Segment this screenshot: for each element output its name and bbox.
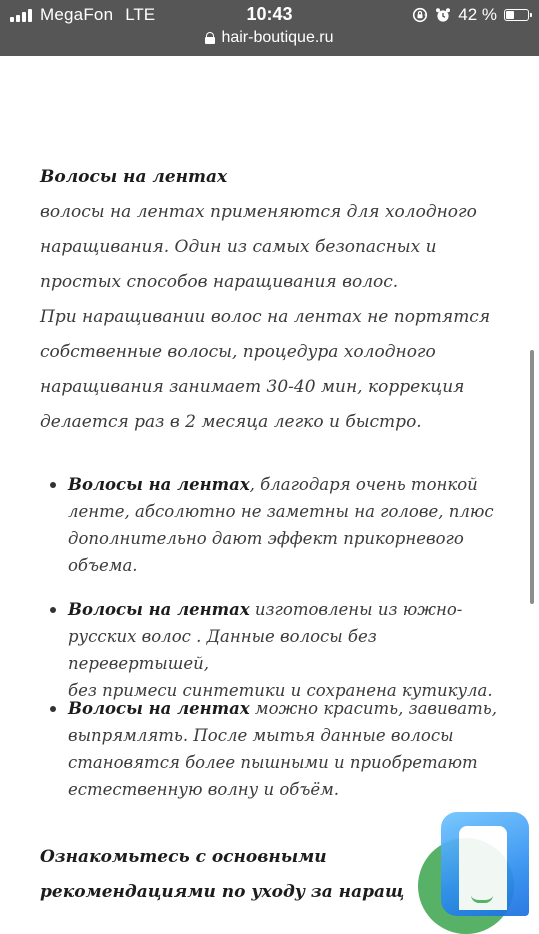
intro-line: простых способов наращивания волос. <box>40 272 399 292</box>
list-item-text: объема. <box>68 556 138 575</box>
heading-line: рекомендациями по уходу за наращ <box>40 882 405 902</box>
list-item-text: , благодаря очень тонкой <box>249 475 478 494</box>
article-title: Волосы на лентах <box>40 167 228 187</box>
intro-line: собственные волосы, процедура холодного <box>40 342 436 362</box>
list-item <box>68 695 508 803</box>
list-item-text: ленте, абсолютно не заметны на голове, плюс <box>68 502 494 521</box>
intro-paragraph <box>40 195 520 440</box>
list-item-bold: Волосы на лентах <box>68 475 250 494</box>
list-item-text: изготовлены из южно- <box>249 600 463 619</box>
list-item-text: дополнительно дают эффект прикорневого <box>68 529 464 548</box>
status-right <box>412 5 529 25</box>
heading-line: Ознакомьтесь с основными <box>40 847 327 867</box>
list-item-text: становятся более пышными и приобретают <box>68 753 478 772</box>
lock-icon <box>205 32 215 44</box>
chat-widget-icon[interactable] <box>441 812 529 916</box>
list-item-bold: Волосы на лентах <box>68 699 250 718</box>
screen-rotation-lock-icon <box>412 7 428 23</box>
intro-line: наращивания занимает 30-40 мин, коррекция <box>40 377 465 397</box>
battery-percent: 42 % <box>458 5 497 24</box>
address-bar[interactable] <box>0 29 539 47</box>
network-type: LTE <box>125 5 156 24</box>
url-text[interactable]: hair-boutique.ru <box>221 29 334 46</box>
clock: 10:43 <box>246 4 293 24</box>
intro-line: наращивания. Один из самых безопасных и <box>40 237 437 257</box>
battery-fill <box>506 11 514 19</box>
scrollbar[interactable] <box>530 350 534 604</box>
list-item <box>68 471 508 579</box>
intro-line: При наращивании волос на лентах не портятся <box>40 307 491 327</box>
alarm-icon <box>435 7 451 23</box>
list-item-text: без примеси синтетики и сохранена кутикула. <box>68 681 493 700</box>
list-item-text: естественную волну и объём. <box>68 780 340 799</box>
list-item <box>68 596 508 704</box>
intro-line: волосы на лентах применяются для холодного <box>40 202 477 222</box>
intro-line: делается раз в 2 месяца легко и быстро. <box>40 412 422 432</box>
status-bar <box>0 0 539 56</box>
page-content <box>0 56 539 920</box>
list-item-text: можно красить, завивать, <box>249 699 497 718</box>
list-item-text: выпрямлять. После мытья данные волосы <box>68 726 454 745</box>
list-item-text: русских волос . Данные волосы без перевертышей, <box>68 627 377 673</box>
list-item-bold: Волосы на лентах <box>68 600 250 619</box>
battery-icon <box>504 9 529 21</box>
carrier-name: MegaFon <box>40 5 114 24</box>
